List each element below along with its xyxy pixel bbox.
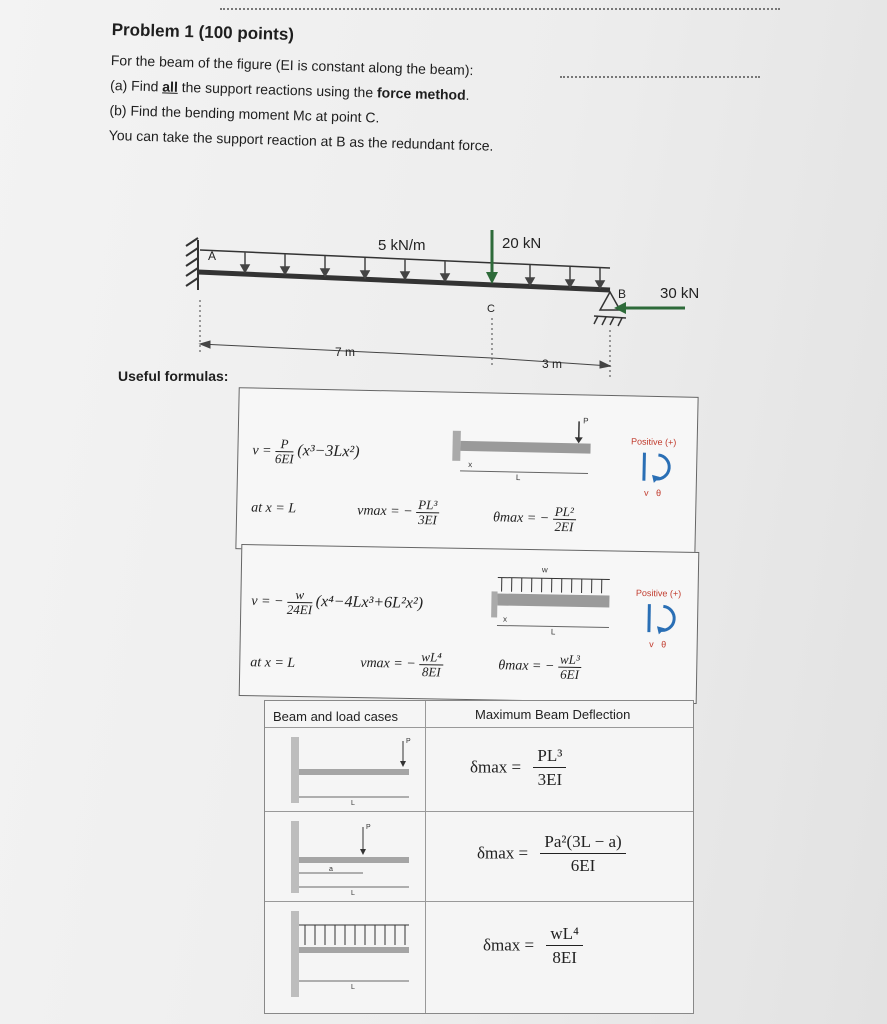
table-row-divider-2 — [265, 901, 693, 902]
positive-label-1: Positive (+) — [630, 436, 677, 448]
eq-vmax-point-lhs: vmax = − — [357, 503, 413, 520]
eq-theta-dist — [498, 652, 582, 682]
sign-theta-1: θ — [656, 487, 662, 499]
case3-len-l: L — [351, 984, 355, 991]
eq-v-dist-paren: (x⁴−4Lx³+6L²x²) — [315, 593, 424, 612]
deflection-1-frac — [533, 745, 566, 792]
label-span-cb: 3 m — [542, 357, 563, 371]
eq-v-dist-lhs: v = − — [251, 593, 284, 610]
deflection-row-2 — [477, 831, 626, 878]
positive-label-2: Positive (+) — [635, 587, 682, 599]
sign-convention-1 — [618, 436, 689, 498]
label-point-load: 20 kN — [502, 235, 542, 252]
cantilever-dist-load-sketch — [481, 557, 622, 639]
sketch2-len-x: x — [503, 614, 508, 624]
sign-convention-icon-1 — [628, 446, 679, 487]
deflection-3-num: wL⁴ — [546, 923, 583, 946]
deflection-row-1 — [470, 745, 566, 792]
useful-formulas-heading: Useful formulas: — [118, 368, 229, 384]
eq-vmax-point-num: PL³ — [416, 498, 439, 513]
eq-theta-point-num: PL² — [553, 505, 576, 520]
eq-theta-point-den: 2EI — [554, 518, 574, 535]
formula-box-dist-load — [239, 544, 700, 704]
table-row-divider-1 — [265, 811, 693, 812]
part-a-method: force method — [376, 84, 466, 103]
eq-v-dist-den: 24EI — [286, 601, 313, 618]
case1-load-p: P — [406, 738, 411, 745]
table-header-divider — [265, 727, 693, 728]
eq-vmax-point-frac — [416, 498, 440, 527]
label-horizontal-load: 30 kN — [660, 285, 700, 302]
case2-load-p: P — [366, 824, 371, 831]
eq-v-point — [252, 437, 360, 468]
eq-v-point-lhs: v = — [252, 443, 272, 459]
problem-title: Problem 1 (100 points) — [111, 20, 295, 45]
table-column-divider — [425, 701, 426, 1013]
deflection-table — [264, 700, 694, 1014]
sketch2-len-l: L — [550, 627, 556, 637]
beam-diagram — [170, 220, 730, 380]
eq-v-dist-frac — [287, 588, 313, 617]
label-b: B — [618, 287, 627, 301]
sign-convention-2 — [623, 588, 694, 650]
deflection-3-lhs: δmax = — [483, 935, 535, 955]
case2-len-l: L — [351, 890, 355, 897]
deflection-1-lhs: δmax = — [470, 757, 522, 777]
problem-statement — [108, 20, 582, 165]
sketch-load-w: w — [541, 565, 548, 575]
eq-theta-dist-den: 6EI — [560, 666, 580, 682]
sign-v-1: v — [644, 487, 649, 498]
eq-theta-dist-num: wL³ — [558, 653, 582, 668]
sign-v-2: v — [649, 639, 654, 650]
part-a-prefix: (a) Find — [109, 76, 163, 95]
eq-vmax-dist-lhs: vmax = − — [360, 655, 416, 672]
eq-vmax-point-den: 3EI — [417, 511, 438, 528]
eq-theta-dist-frac — [558, 653, 582, 682]
eq-vmax-dist-frac — [419, 650, 444, 679]
eq-at-x-point: at x = L — [251, 500, 297, 517]
eq-theta-dist-lhs: θmax = − — [498, 658, 555, 675]
sign-theta-2: θ — [661, 639, 667, 650]
dotted-border-right — [560, 76, 760, 78]
deflection-3-den: 8EI — [552, 948, 577, 967]
cantilever-point-load-sketch — [438, 400, 600, 483]
deflection-2-frac — [540, 831, 625, 878]
case2-len-a: a — [329, 866, 333, 873]
eq-vmax-dist — [360, 649, 444, 679]
eq-v-point-paren: (x³−3Lx²) — [297, 442, 360, 461]
case-sketch-2 — [285, 815, 415, 899]
part-a-all: all — [162, 78, 179, 95]
sketch-len-x: x — [468, 460, 473, 470]
eq-vmax-dist-den: 8EI — [421, 664, 441, 680]
formula-box-point-load — [235, 387, 698, 559]
label-a: A — [208, 249, 217, 263]
sign-convention-icon-2 — [633, 598, 684, 639]
problem-note: You can take the support reaction at B as the redundant force. — [108, 126, 494, 154]
sketch-load-p: P — [583, 416, 589, 426]
deflection-2-lhs: δmax = — [477, 843, 529, 863]
deflection-1-num: PL³ — [533, 745, 566, 768]
eq-theta-point-frac — [552, 505, 576, 534]
horizontal-load-b — [614, 302, 685, 314]
case-sketch-3 — [285, 905, 415, 1005]
eq-theta-point-lhs: θmax = − — [492, 510, 550, 527]
eq-v-point-den: 6EI — [274, 450, 294, 467]
case1-len-l: L — [351, 800, 355, 807]
header-beam-cases: Beam and load cases — [273, 709, 399, 724]
fixed-support-a — [186, 238, 198, 290]
label-span-ac: 7 m — [335, 345, 356, 359]
dotted-border-top — [220, 8, 780, 10]
point-load-c — [486, 230, 498, 284]
label-dist-load: 5 kN/m — [378, 237, 426, 254]
eq-v-point-frac — [275, 437, 294, 466]
header-max-deflection: Maximum Beam Deflection — [475, 707, 631, 722]
part-a-end: . — [465, 86, 470, 104]
eq-v-dist-num: w — [287, 588, 313, 603]
part-a-mid: the support reactions using the — [177, 78, 378, 101]
deflection-1-den: 3EI — [537, 770, 563, 789]
eq-vmax-point — [357, 497, 440, 528]
deflection-2-num: Pa²(3L − a) — [540, 831, 625, 854]
deflection-3-frac — [546, 923, 583, 970]
deflection-2-den: 6EI — [570, 856, 596, 875]
deflection-row-3 — [483, 923, 583, 970]
sketch-len-l: L — [515, 473, 521, 483]
case-sketch-1 — [285, 731, 415, 809]
label-c: C — [487, 303, 495, 315]
eq-at-x-dist: at x = L — [250, 655, 296, 671]
eq-v-point-num: P — [275, 437, 294, 452]
problem-intro: For the beam of the figure (EI is constant along the beam): — [110, 51, 474, 79]
problem-part-b: (b) Find the bending moment Mc at point C. — [109, 101, 380, 126]
eq-vmax-dist-num: wL⁴ — [419, 650, 444, 665]
eq-theta-point — [493, 504, 576, 535]
eq-v-dist — [251, 587, 423, 619]
problem-part-a — [110, 77, 580, 106]
